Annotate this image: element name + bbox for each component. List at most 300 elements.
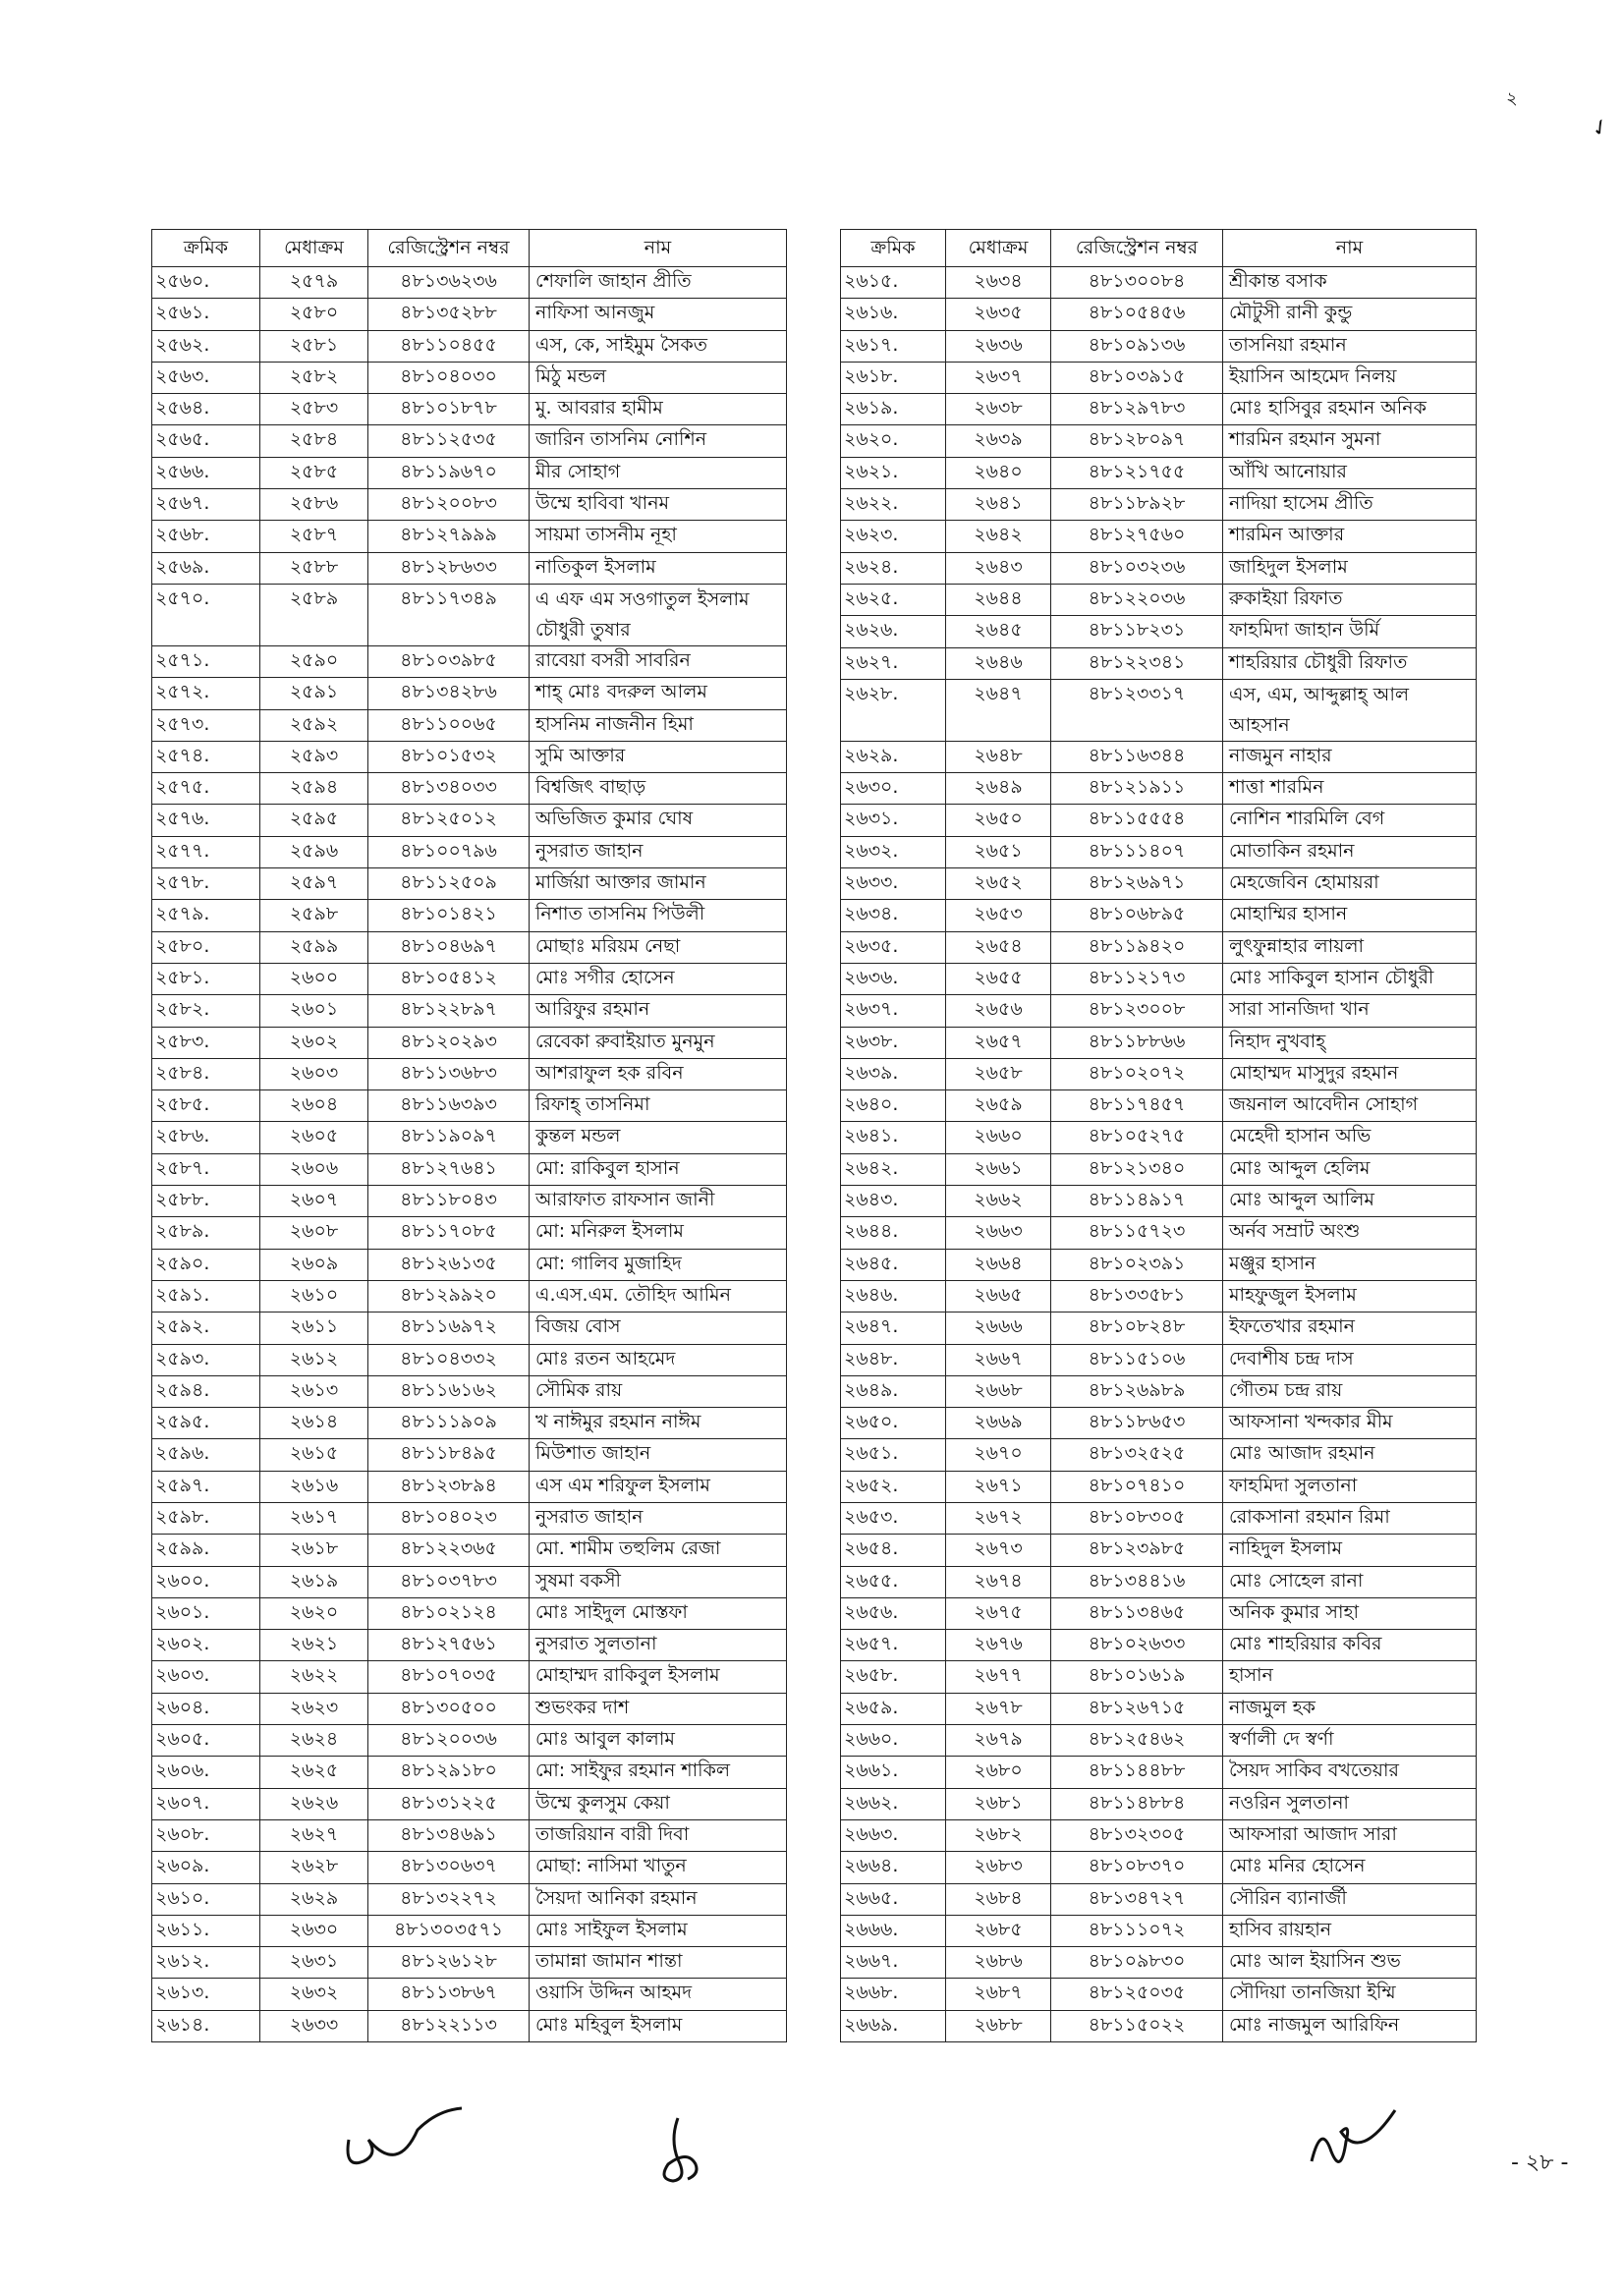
- table-row: [841, 1566, 1477, 1597]
- table-row: [841, 679, 1477, 741]
- serial-cell: ২৬২৩.: [841, 521, 946, 552]
- registration-cell: ৪৮১০২১২৪: [368, 1597, 530, 1629]
- serial-cell: ২৬৩৮.: [841, 1027, 946, 1058]
- merit-cell: ২৬৫৮: [946, 1058, 1051, 1089]
- serial-cell: ২৬৩০.: [841, 773, 946, 805]
- table-row: [152, 900, 787, 931]
- serial-cell: ২৫৯৩.: [152, 1344, 260, 1375]
- registration-cell: ৪৮১২৬৭১৫: [1051, 1693, 1223, 1724]
- name-cell: তাসনিয়া রহমান: [1223, 330, 1477, 362]
- registration-cell: ৪৮১০৩৯১৫: [1051, 362, 1223, 393]
- table-row: [152, 963, 787, 994]
- table-row: [152, 1439, 787, 1471]
- registration-cell: ৪৮১৩০৩৫৭১: [368, 1915, 530, 1946]
- registration-cell: ৪৮১১৭৪৫৭: [1051, 1090, 1223, 1122]
- serial-cell: ২৫৯৯.: [152, 1535, 260, 1566]
- name-cell: দেবাশীষ চন্দ্র দাস: [1223, 1344, 1477, 1375]
- merit-cell: ২৬২২: [260, 1661, 368, 1693]
- name-cell: সৈয়দা আনিকা রহমান: [530, 1883, 787, 1915]
- registration-cell: ৪৮১১১৯০৯: [368, 1408, 530, 1439]
- table-row: [152, 1693, 787, 1724]
- merit-cell: ২৬২৩: [260, 1693, 368, 1724]
- merit-cell: ২৬৫৭: [946, 1027, 1051, 1058]
- merit-cell: ২৬৬৩: [946, 1217, 1051, 1249]
- merit-cell: ২৬৭২: [946, 1502, 1051, 1534]
- corner-tick-mark: ✓: [1586, 113, 1615, 143]
- name-cell: মোঃ মহিবুল ইসলাম: [530, 2010, 787, 2041]
- registration-cell: ৪৮১১১৪০৭: [1051, 836, 1223, 867]
- serial-cell: ২৬৫৬.: [841, 1597, 946, 1629]
- serial-cell: ২৬৪৬.: [841, 1280, 946, 1312]
- registration-cell: ৪৮১২৯১৮০: [368, 1757, 530, 1788]
- name-cell: কুন্তল মন্ডল: [530, 1122, 787, 1153]
- merit-cell: ২৬৩৯: [946, 425, 1051, 457]
- table-row: [841, 521, 1477, 552]
- table-row: [841, 1915, 1477, 1946]
- serial-cell: ২৫৮২.: [152, 995, 260, 1027]
- name-cell: হাসিব রায়হান: [1223, 1915, 1477, 1946]
- table-row: [841, 1535, 1477, 1566]
- table-row: [152, 1280, 787, 1312]
- registration-cell: ৪৮১২৮০৯৭: [1051, 425, 1223, 457]
- registration-cell: ৪৮১৩৫২৮৮: [368, 299, 530, 330]
- registration-cell: ৪৮১১৫০২২: [1051, 2010, 1223, 2041]
- name-cell: মার্জিয়া আক্তার জামান: [530, 868, 787, 900]
- serial-cell: ২৬৬৬.: [841, 1915, 946, 1946]
- name-cell: নাজমুল হক: [1223, 1693, 1477, 1724]
- merit-cell: ২৬৫৩: [946, 900, 1051, 931]
- merit-cell: ২৬৩১: [260, 1947, 368, 1979]
- serial-cell: ২৫৮৯.: [152, 1217, 260, 1249]
- merit-cell: ২৬০২: [260, 1027, 368, 1058]
- serial-cell: ২৬৫৮.: [841, 1661, 946, 1693]
- registration-cell: ৪৮১০৮২৪৮: [1051, 1313, 1223, 1344]
- merit-cell: ২৬৮২: [946, 1819, 1051, 1851]
- table-row: [152, 1947, 787, 1979]
- registration-cell: ৪৮১১০৪৫৫: [368, 330, 530, 362]
- table-row: [841, 362, 1477, 393]
- table-row: [152, 995, 787, 1027]
- merit-cell: ২৬৪৯: [946, 773, 1051, 805]
- registration-cell: ৪৮১০৮৩০৫: [1051, 1502, 1223, 1534]
- name-cell: হাসনিম নাজনীন হিমা: [530, 709, 787, 741]
- registration-cell: ৪৮১২৮৬৩৩: [368, 552, 530, 584]
- name-cell: ফাহমিদা সুলতানা: [1223, 1471, 1477, 1502]
- merit-cell: ২৫৯১: [260, 678, 368, 709]
- table-row: [152, 741, 787, 772]
- registration-cell: ৪৮১১৮০৪৩: [368, 1186, 530, 1217]
- registration-cell: ৪৮১১৯৪২০: [1051, 931, 1223, 963]
- name-cell: নাজমুন নাহার: [1223, 741, 1477, 772]
- table-row: [152, 2010, 787, 2041]
- name-cell: মো: রাকিবুল হাসান: [530, 1153, 787, 1185]
- table-row: [841, 1249, 1477, 1280]
- merit-cell: ২৬৫৫: [946, 963, 1051, 994]
- serial-cell: ২৫৮৩.: [152, 1027, 260, 1058]
- name-cell: মো: গালিব মুজাহিদ: [530, 1249, 787, 1280]
- registration-cell: ৪৮১২৬১৩৫: [368, 1249, 530, 1280]
- registration-cell: ৪৮১১৫৫৫৪: [1051, 805, 1223, 836]
- merit-cell: ২৬৫৯: [946, 1090, 1051, 1122]
- name-cell: সায়মা তাসনীম নূহা: [530, 521, 787, 552]
- name-cell: নাদিয়া হাসেম প্রীতি: [1223, 489, 1477, 521]
- serial-cell: ২৬০২.: [152, 1630, 260, 1661]
- name-cell: অনিক কুমার সাহা: [1223, 1597, 1477, 1629]
- table-row: [152, 1344, 787, 1375]
- registration-cell: ৪৮১১৬৯৭২: [368, 1313, 530, 1344]
- serial-cell: ২৬৬৩.: [841, 1819, 946, 1851]
- merit-cell: ২৬৪৫: [946, 616, 1051, 647]
- name-cell: নুসরাত জাহান: [530, 1502, 787, 1534]
- serial-cell: ২৫৭৮.: [152, 868, 260, 900]
- table-row: [841, 1375, 1477, 1407]
- serial-cell: ২৬৩১.: [841, 805, 946, 836]
- name-cell: তামান্না জামান শান্তা: [530, 1947, 787, 1979]
- merit-cell: ২৬৬৯: [946, 1408, 1051, 1439]
- name-cell: মঞ্জুর হাসান: [1223, 1249, 1477, 1280]
- merit-cell: ২৫৯৩: [260, 741, 368, 772]
- name-cell: শারমিন আক্তার: [1223, 521, 1477, 552]
- name-cell: মোঃ সোহেল রানা: [1223, 1566, 1477, 1597]
- table-row: [841, 1725, 1477, 1757]
- name-cell: মো. শামীম তহুলিম রেজা: [530, 1535, 787, 1566]
- merit-cell: ২৬৭৩: [946, 1535, 1051, 1566]
- signature-1: [339, 2100, 467, 2179]
- registration-cell: ৪৮১৩০৬৩৭: [368, 1852, 530, 1883]
- header-merit: মেধাক্রম: [946, 230, 1051, 267]
- merit-cell: ২৬৪৭: [946, 679, 1051, 741]
- table-row: [152, 1788, 787, 1819]
- merit-cell: ২৬০৯: [260, 1249, 368, 1280]
- registration-cell: ৪৮১১৬৩৯৩: [368, 1090, 530, 1122]
- header-merit: মেধাক্রম: [260, 230, 368, 267]
- merit-cell: ২৬৩৪: [946, 267, 1051, 299]
- registration-cell: ৪৮১২৭৯৯৯: [368, 521, 530, 552]
- merit-cell: ২৬৮৮: [946, 2010, 1051, 2041]
- name-cell: মোঃ সাইফুল ইসলাম: [530, 1915, 787, 1946]
- serial-cell: ২৬১৫.: [841, 267, 946, 299]
- serial-cell: ২৬৬৭.: [841, 1947, 946, 1979]
- table-row: [152, 1566, 787, 1597]
- registration-cell: ৪৮১১০০৬৫: [368, 709, 530, 741]
- merit-cell: ২৬৩৮: [946, 394, 1051, 425]
- name-cell: মোতাকিন রহমান: [1223, 836, 1477, 867]
- merit-cell: ২৬৮১: [946, 1788, 1051, 1819]
- registration-cell: ৪৮১২৩০০৮: [1051, 995, 1223, 1027]
- name-cell: নাতিকুল ইসলাম: [530, 552, 787, 584]
- name-cell: নাফিসা আনজুম: [530, 299, 787, 330]
- serial-cell: ২৬৪২.: [841, 1153, 946, 1185]
- table-row: [152, 1153, 787, 1185]
- table-row: [152, 521, 787, 552]
- serial-cell: ২৬৪১.: [841, 1122, 946, 1153]
- serial-cell: ২৫৭৭.: [152, 836, 260, 867]
- serial-cell: ২৬৩৩.: [841, 868, 946, 900]
- serial-cell: ২৬২০.: [841, 425, 946, 457]
- name-cell: উম্মে কুলসুম কেয়া: [530, 1788, 787, 1819]
- registration-cell: ৪৮১১২১৭৩: [1051, 963, 1223, 994]
- table-row: [152, 1058, 787, 1089]
- table-row: [152, 645, 787, 677]
- registration-cell: ৪৮১২৫০১২: [368, 805, 530, 836]
- merit-cell: ২৬৩৭: [946, 362, 1051, 393]
- table-row: [841, 1027, 1477, 1058]
- serial-cell: ২৫৭১.: [152, 645, 260, 677]
- registration-cell: ৪৮১০৫২৭৫: [1051, 1122, 1223, 1153]
- table-row: [152, 1725, 787, 1757]
- merit-cell: ২৫৮৪: [260, 425, 368, 457]
- table-row: [841, 552, 1477, 584]
- merit-cell: ২৬৭১: [946, 1471, 1051, 1502]
- name-cell: রোকসানা রহমান রিমা: [1223, 1502, 1477, 1534]
- serial-cell: ২৫৮১.: [152, 963, 260, 994]
- merit-cell: ২৬৭৯: [946, 1725, 1051, 1757]
- merit-cell: ২৫৯৬: [260, 836, 368, 867]
- table-row: [152, 1502, 787, 1534]
- registration-cell: ৪৮১১৩৬৮৩: [368, 1058, 530, 1089]
- name-cell: মিঠু মন্ডল: [530, 362, 787, 393]
- name-cell: মোঃ সগীর হোসেন: [530, 963, 787, 994]
- name-cell: মোঃ হাসিবুর রহমান অনিক: [1223, 394, 1477, 425]
- merit-cell: ২৬৪৩: [946, 552, 1051, 584]
- serial-cell: ২৬০১.: [152, 1597, 260, 1629]
- registration-cell: ৪৮১২২৩৬৫: [368, 1535, 530, 1566]
- registration-cell: ৪৮১৩৪৭২৭: [1051, 1883, 1223, 1915]
- merit-cell: ২৬১৬: [260, 1471, 368, 1502]
- registration-cell: ৪৮১০৪০৩০: [368, 362, 530, 393]
- merit-cell: ২৫৯৫: [260, 805, 368, 836]
- serial-cell: ২৬১৯.: [841, 394, 946, 425]
- registration-cell: ৪৮১২৩৩১৭: [1051, 679, 1223, 741]
- name-cell: শাহরিয়ার চৌধুরী রিফাত: [1223, 647, 1477, 679]
- registration-cell: ৪৮১১৬১৬২: [368, 1375, 530, 1407]
- registration-cell: ৪৮১১৮৬৫৩: [1051, 1408, 1223, 1439]
- serial-cell: ২৬৪৯.: [841, 1375, 946, 1407]
- signature-3: [1302, 2102, 1400, 2181]
- table-row: [152, 868, 787, 900]
- registration-cell: ৪৮১১৮৯২৮: [1051, 489, 1223, 521]
- signature-2: [648, 2110, 717, 2189]
- serial-cell: ২৬০৪.: [152, 1693, 260, 1724]
- table-row: [841, 1408, 1477, 1439]
- serial-cell: ২৫৭৫.: [152, 773, 260, 805]
- name-cell: সারা সানজিদা খান: [1223, 995, 1477, 1027]
- name-cell: রেবেকা রুবাইয়াত মুনমুন: [530, 1027, 787, 1058]
- name-cell: এ.এস.এম. তৌহিদ আমিন: [530, 1280, 787, 1312]
- merit-cell: ২৫৮৭: [260, 521, 368, 552]
- header-name: নাম: [530, 230, 787, 267]
- header-registration: রেজিস্ট্রেশন নম্বর: [368, 230, 530, 267]
- registration-cell: ৪৮১০১৪২১: [368, 900, 530, 931]
- registration-cell: ৪৮১২০০৮৩: [368, 489, 530, 521]
- serial-cell: ২৬৩৬.: [841, 963, 946, 994]
- merit-cell: ২৬১৫: [260, 1439, 368, 1471]
- registration-cell: ৪৮১২৬৯৮৯: [1051, 1375, 1223, 1407]
- merit-cell: ২৬৬৪: [946, 1249, 1051, 1280]
- name-cell: মেহেদী হাসান অভি: [1223, 1122, 1477, 1153]
- serial-cell: ২৬২২.: [841, 489, 946, 521]
- table-row: [152, 1852, 787, 1883]
- name-cell: নাহিদুল ইসলাম: [1223, 1535, 1477, 1566]
- serial-cell: ২৫৯১.: [152, 1280, 260, 1312]
- merit-cell: ২৬৭৬: [946, 1630, 1051, 1661]
- registration-cell: ৪৮১২৫০৩৫: [1051, 1979, 1223, 2010]
- merit-cell: ২৬১৭: [260, 1502, 368, 1534]
- registration-cell: ৪৮১০৯৮৩০: [1051, 1947, 1223, 1979]
- serial-cell: ২৬১৮.: [841, 362, 946, 393]
- registration-cell: ৪৮১১২৫৩৫: [368, 425, 530, 457]
- serial-cell: ২৫৯৮.: [152, 1502, 260, 1534]
- registration-cell: ৪৮১৩৪৬৯১: [368, 1819, 530, 1851]
- table-row: [841, 773, 1477, 805]
- merit-cell: ২৬০১: [260, 995, 368, 1027]
- serial-cell: ২৬৫১.: [841, 1439, 946, 1471]
- name-cell: এস এম শরিফুল ইসলাম: [530, 1471, 787, 1502]
- name-cell: ফাহমিদা জাহান উর্মি: [1223, 616, 1477, 647]
- registration-cell: ৪৮১০১৮৭৮: [368, 394, 530, 425]
- name-cell: আরাফাত রাফসান জানী: [530, 1186, 787, 1217]
- merit-cell: ২৫৯০: [260, 645, 368, 677]
- registration-cell: ৪৮১২৬৯৭১: [1051, 868, 1223, 900]
- table-row: [152, 1249, 787, 1280]
- serial-cell: ২৬৬৪.: [841, 1852, 946, 1883]
- name-cell: শ্রীকান্ত বসাক: [1223, 267, 1477, 299]
- merit-table-right: [840, 229, 1477, 2042]
- merit-cell: ২৬৬৮: [946, 1375, 1051, 1407]
- name-cell: ইফতেখার রহমান: [1223, 1313, 1477, 1344]
- merit-cell: ২৬১১: [260, 1313, 368, 1344]
- merit-cell: ২৫৮১: [260, 330, 368, 362]
- serial-cell: ২৬০৯.: [152, 1852, 260, 1883]
- merit-cell: ২৬৮৫: [946, 1915, 1051, 1946]
- registration-cell: ৪৮১২১৭৫৫: [1051, 457, 1223, 488]
- registration-cell: ৪৮১১৯০৯৭: [368, 1122, 530, 1153]
- serial-cell: ২৬৬৯.: [841, 2010, 946, 2041]
- serial-cell: ২৫৬৮.: [152, 521, 260, 552]
- name-cell: শেফালি জাহান প্রীতি: [530, 267, 787, 299]
- table-row: [841, 1058, 1477, 1089]
- serial-cell: ২৫৬২.: [152, 330, 260, 362]
- merit-cell: ২৬০৪: [260, 1090, 368, 1122]
- table-row: [152, 1535, 787, 1566]
- serial-cell: ২৬২৮.: [841, 679, 946, 741]
- table-row: [841, 1883, 1477, 1915]
- registration-cell: ৪৮১৩২২৭২: [368, 1883, 530, 1915]
- serial-cell: ২৫৮৬.: [152, 1122, 260, 1153]
- table-row: [152, 1090, 787, 1122]
- name-cell: সৌমিক রায়: [530, 1375, 787, 1407]
- name-cell: লুৎফুন্নাহার লায়লা: [1223, 931, 1477, 963]
- table-row: [841, 1819, 1477, 1851]
- serial-cell: ২৬২৬.: [841, 616, 946, 647]
- serial-cell: ২৬২৭.: [841, 647, 946, 679]
- merit-cell: ২৫৮০: [260, 299, 368, 330]
- name-cell: রুকাইয়া রিফাত: [1223, 584, 1477, 615]
- name-cell: জারিন তাসনিম নোশিন: [530, 425, 787, 457]
- page-number: - ২৮ -: [1511, 2150, 1569, 2175]
- merit-cell: ২৬৪৬: [946, 647, 1051, 679]
- serial-cell: ২৬৬১.: [841, 1757, 946, 1788]
- table-row: [152, 1027, 787, 1058]
- registration-cell: ৪৮১১৮৪৯৫: [368, 1439, 530, 1471]
- name-cell: মীর সোহাগ: [530, 457, 787, 488]
- merit-cell: ২৫৮২: [260, 362, 368, 393]
- table-row: [152, 773, 787, 805]
- merit-cell: ২৬২৭: [260, 1819, 368, 1851]
- registration-cell: ৪৮১১৭৩৪৯: [368, 584, 530, 645]
- table-row: [841, 836, 1477, 867]
- table-row: [152, 1883, 787, 1915]
- merit-cell: ২৬৮৩: [946, 1852, 1051, 1883]
- name-cell: শাহ্ মোঃ বদরুল আলম: [530, 678, 787, 709]
- header-serial: ক্রমিক: [841, 230, 946, 267]
- name-cell: মোছাঃ মরিয়ম নেছা: [530, 931, 787, 963]
- corner-mark: ২: [1506, 88, 1518, 109]
- serial-cell: ২৬৪৭.: [841, 1313, 946, 1344]
- registration-cell: ৪৮১০২০৭২: [1051, 1058, 1223, 1089]
- registration-cell: ৪৮১০৪৬৯৭: [368, 931, 530, 963]
- merit-cell: ২৬০৬: [260, 1153, 368, 1185]
- table-row: [152, 1408, 787, 1439]
- merit-cell: ২৫৯৭: [260, 868, 368, 900]
- name-cell: খ নাঈমুর রহমান নাঈম: [530, 1408, 787, 1439]
- registration-cell: ৪৮১২৫৪৬২: [1051, 1725, 1223, 1757]
- serial-cell: ২৬২৪.: [841, 552, 946, 584]
- merit-cell: ২৬৮০: [946, 1757, 1051, 1788]
- name-cell: এ এফ এম সওগাতুল ইসলাম চৌধুরী তুষার: [530, 584, 787, 645]
- registration-cell: ৪৮১০২৬৩৩: [1051, 1630, 1223, 1661]
- name-cell: বিজয় বোস: [530, 1313, 787, 1344]
- serial-cell: ২৬৪০.: [841, 1090, 946, 1122]
- merit-cell: ২৬৬৫: [946, 1280, 1051, 1312]
- table-body-left: [152, 267, 787, 2042]
- merit-cell: ২৬৭৭: [946, 1661, 1051, 1693]
- serial-cell: ২৬৪৩.: [841, 1186, 946, 1217]
- name-cell: মোহাম্মির হাসান: [1223, 900, 1477, 931]
- name-cell: শুভংকর দাশ: [530, 1693, 787, 1724]
- name-cell: মোহাম্মদ রাকিবুল ইসলাম: [530, 1661, 787, 1693]
- table-row: [152, 394, 787, 425]
- table-row: [841, 1344, 1477, 1375]
- registration-cell: ৪৮১৩৪২৮৬: [368, 678, 530, 709]
- merit-cell: ২৬৬৬: [946, 1313, 1051, 1344]
- merit-cell: ২৬০০: [260, 963, 368, 994]
- name-cell: গৌতম চন্দ্র রায়: [1223, 1375, 1477, 1407]
- name-cell: রাবেয়া বসরী সাবরিন: [530, 645, 787, 677]
- registration-cell: ৪৮১১১০৭২: [1051, 1915, 1223, 1946]
- merit-cell: ২৬১৯: [260, 1566, 368, 1597]
- table-row: [841, 489, 1477, 521]
- table-row: [841, 1471, 1477, 1502]
- table-row: [152, 1819, 787, 1851]
- registration-cell: ৪৮১৩৩৫৮১: [1051, 1280, 1223, 1312]
- registration-cell: ৪৮১০৭০৩৫: [368, 1661, 530, 1693]
- table-row: [152, 678, 787, 709]
- registration-cell: ৪৮১২৩৯৮৫: [1051, 1535, 1223, 1566]
- serial-cell: ২৫৯৪.: [152, 1375, 260, 1407]
- merit-cell: ২৬৩০: [260, 1915, 368, 1946]
- serial-cell: ২৫৭৩.: [152, 709, 260, 741]
- table-row: [841, 1979, 1477, 2010]
- name-cell: মোঃ নাজমুল আরিফিন: [1223, 2010, 1477, 2041]
- registration-cell: ৪৮১৩৬২৩৬: [368, 267, 530, 299]
- registration-cell: ৪৮১২০০৩৬: [368, 1725, 530, 1757]
- serial-cell: ২৬৫০.: [841, 1408, 946, 1439]
- registration-cell: ৪৮১১২৫০৯: [368, 868, 530, 900]
- table-row: [152, 1375, 787, 1407]
- table-row: [841, 457, 1477, 488]
- name-cell: শাত্তা শারমিন: [1223, 773, 1477, 805]
